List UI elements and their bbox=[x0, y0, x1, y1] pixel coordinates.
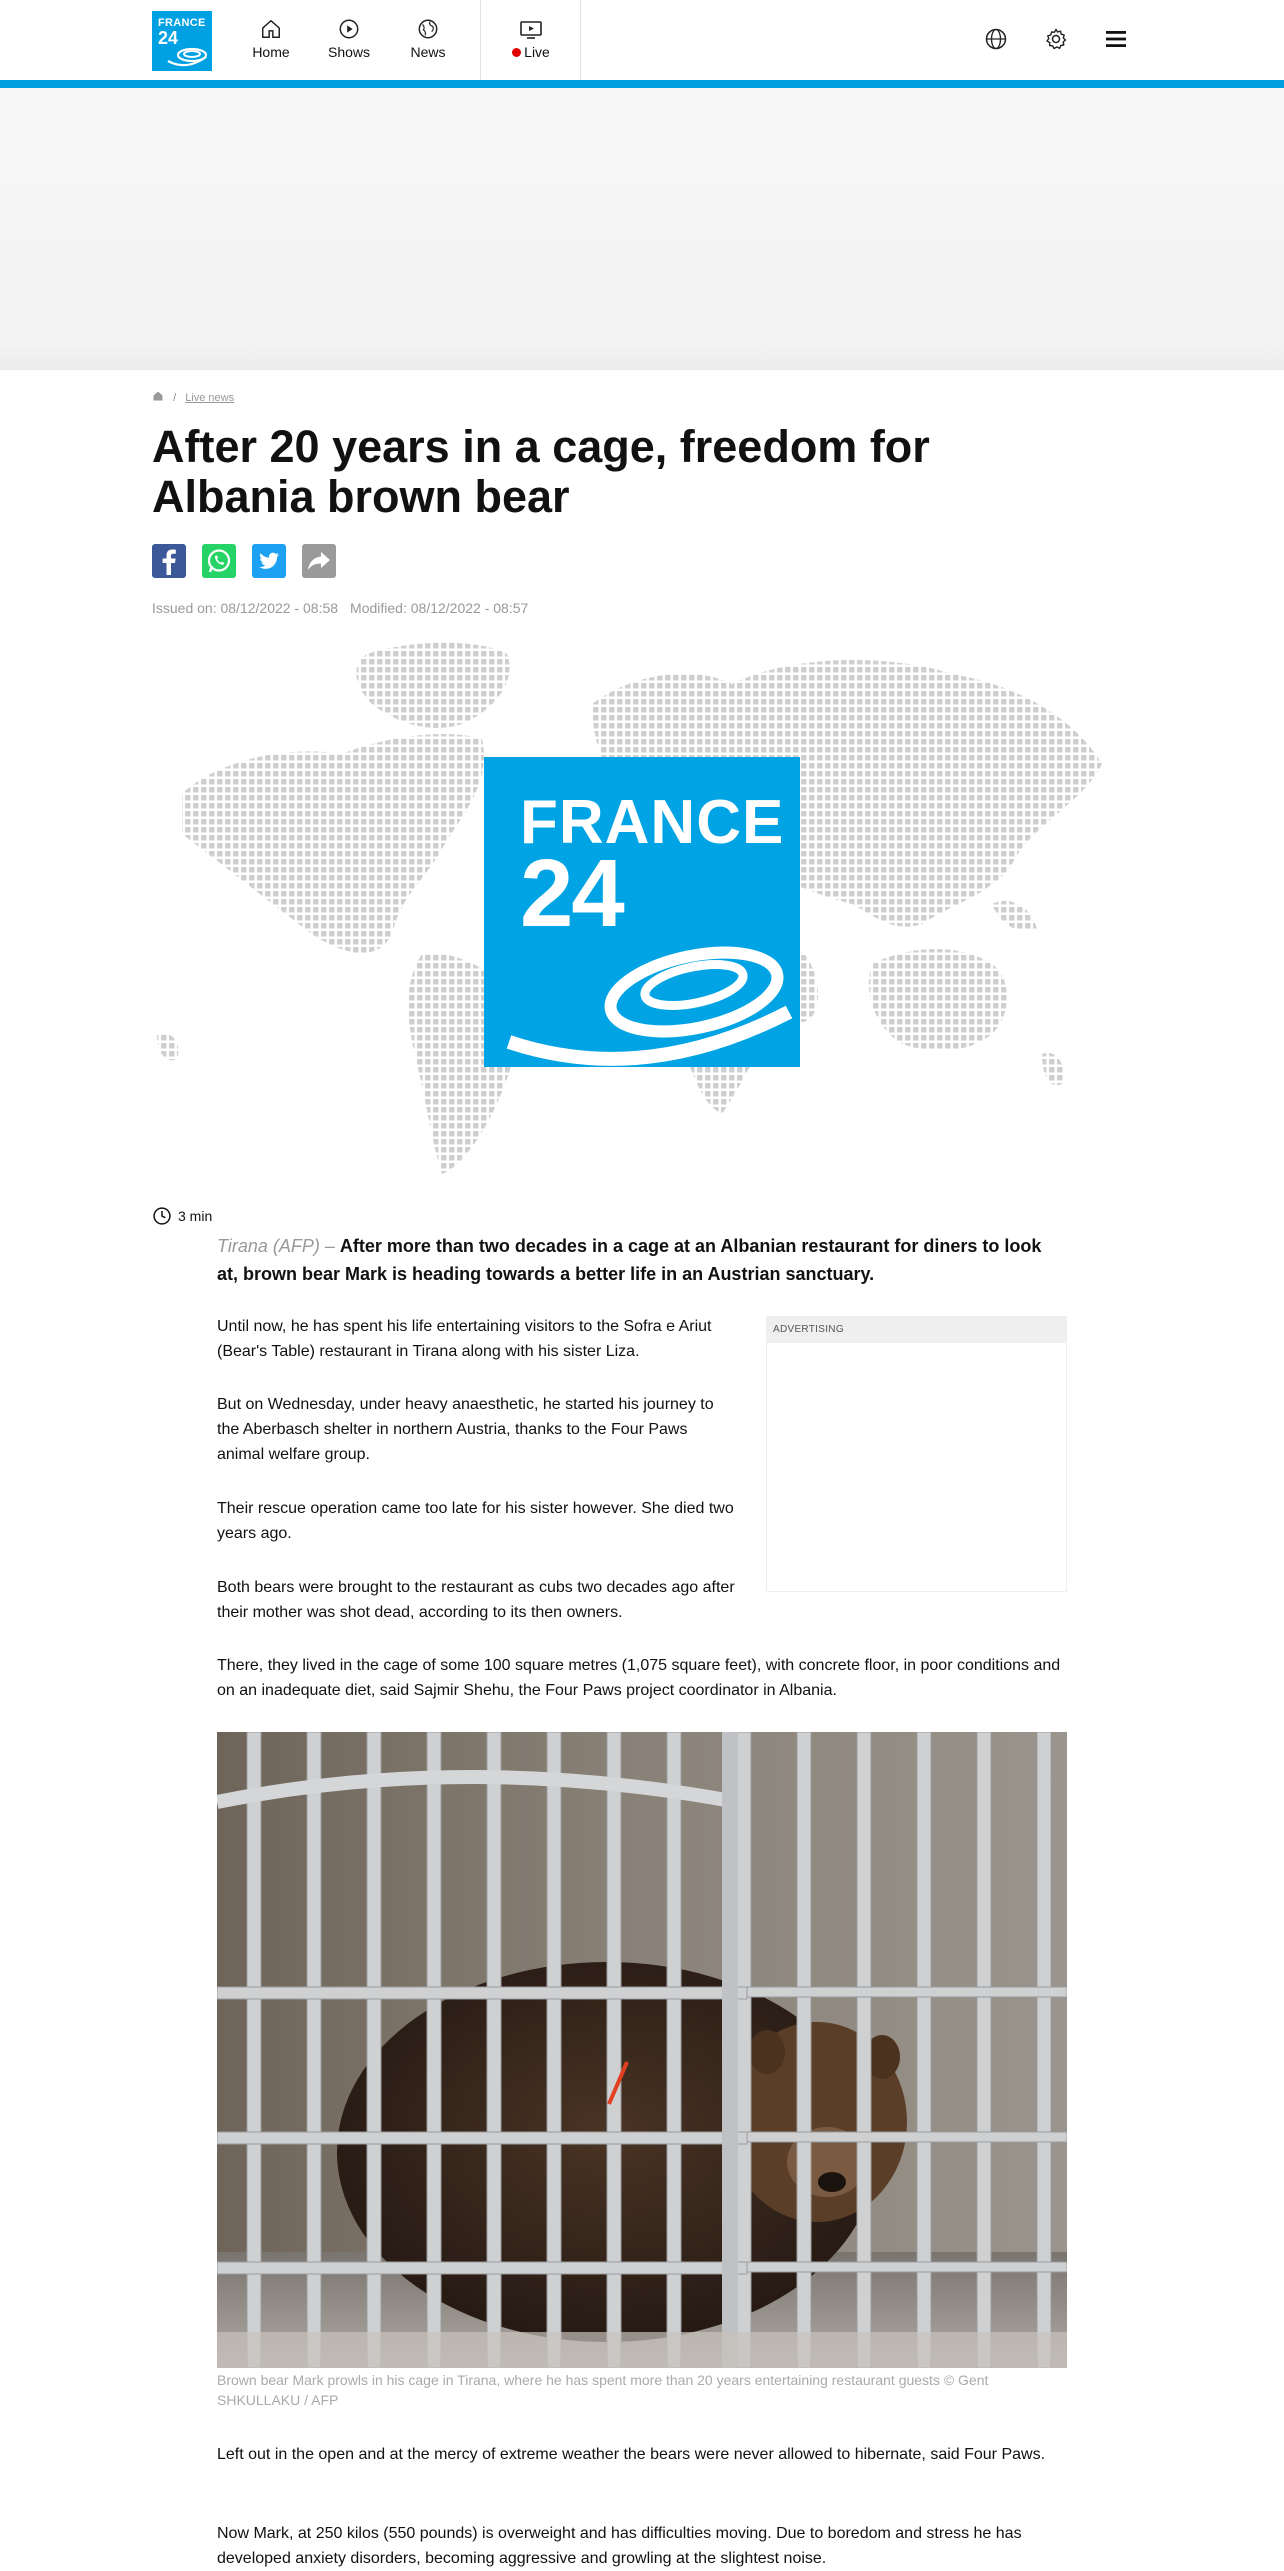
nav-home[interactable] bbox=[236, 18, 306, 60]
share-facebook-button[interactable] bbox=[152, 544, 186, 578]
home-icon bbox=[260, 18, 282, 40]
nav-news[interactable] bbox=[393, 18, 463, 60]
globe-icon bbox=[417, 18, 439, 40]
nav-shows[interactable] bbox=[314, 18, 384, 60]
nav-news-label: News bbox=[410, 44, 446, 60]
hero-logo-text-line2: 24 bbox=[520, 840, 623, 947]
article-dates bbox=[152, 600, 528, 616]
share-whatsapp-button[interactable] bbox=[202, 544, 236, 578]
article-paragraph: There, they lived in the cage of some 100 square metres (1,075 square feet), with concrete floor, in poor conditions and on an inadequate diet, said Sajmir Shehu, the Four Paws project coordinator in Albania. bbox=[217, 1657, 1061, 1699]
logo-text-line1: FRANCE bbox=[158, 17, 206, 29]
share-more-button[interactable] bbox=[302, 544, 336, 578]
nav-home-label: Home bbox=[252, 44, 290, 60]
hero-logo-text-line1: FRANCE bbox=[520, 788, 785, 857]
play-icon bbox=[338, 18, 360, 40]
nav-shows-label: Shows bbox=[327, 44, 371, 60]
read-time bbox=[152, 1206, 212, 1226]
whatsapp-icon bbox=[202, 544, 236, 578]
logo-text-line2: 24 bbox=[158, 28, 179, 48]
nav-live-label: Live bbox=[524, 44, 550, 60]
site-header bbox=[0, 0, 1284, 80]
share-arrow-icon bbox=[302, 544, 336, 578]
photo-caption: Brown bear Mark prowls in his cage in Tirana, where he has spent more than 20 years entertaining restaurant guests © Gent SHKULLAKU / AFP bbox=[217, 2372, 989, 2408]
nav-live[interactable] bbox=[496, 18, 566, 60]
modified-date: Modified: 08/12/2022 - 08:57 bbox=[350, 600, 529, 616]
breadcrumb-separator: / bbox=[173, 392, 177, 404]
facebook-icon bbox=[152, 544, 186, 578]
issued-date: Issued on: 08/12/2022 - 08:58 bbox=[152, 600, 339, 616]
breadcrumb-home-icon[interactable] bbox=[152, 390, 164, 402]
article-photo-bear-cage bbox=[217, 1732, 1067, 2368]
article-paragraph: Their rescue operation came too late for his sister however. She died two years ago. bbox=[217, 1500, 734, 1542]
nav-divider-left bbox=[480, 0, 481, 80]
live-indicator bbox=[512, 48, 521, 57]
hero-logo-rings bbox=[504, 917, 794, 1067]
menu-hamburger-icon[interactable] bbox=[1104, 27, 1128, 51]
article-title: After 20 years in a cage, freedom for Albania brown bear bbox=[152, 421, 930, 522]
settings-gear-icon[interactable] bbox=[1044, 27, 1068, 51]
france24-logo[interactable] bbox=[152, 11, 212, 71]
breadcrumb-live-news[interactable]: Live news bbox=[185, 392, 235, 404]
read-time-label: 3 min bbox=[178, 1208, 213, 1224]
breadcrumb bbox=[152, 390, 234, 404]
article-paragraph: Now Mark, at 250 kilos (550 pounds) is overweight and has difficulties moving. Due to boredom and stress he has developed anxiety disorders, becoming aggressive and growling at the slightest noise. bbox=[217, 2525, 1022, 2567]
live-tv-icon bbox=[519, 18, 543, 40]
inline-advertisement bbox=[766, 1316, 1067, 1592]
lead-source: Tirana (AFP) bbox=[217, 1236, 320, 1256]
header-accent-bar bbox=[0, 80, 1284, 88]
article-paragraph: Until now, he has spent his life entertaining visitors to the Sofra e Ariut (Bear's Table) restaurant in Tirana along with his sister Liza. bbox=[217, 1318, 712, 1360]
advertising-label: ADVERTISING bbox=[767, 1317, 1066, 1343]
twitter-icon bbox=[252, 544, 286, 578]
top-advertisement-slot bbox=[0, 88, 1284, 370]
article-paragraph: Left out in the open and at the mercy of extreme weather the bears were never allowed to hibernate, said Four Paws. bbox=[217, 2446, 1046, 2463]
language-globe-icon[interactable] bbox=[984, 27, 1008, 51]
nav-divider-right bbox=[580, 0, 581, 80]
article-paragraph: But on Wednesday, under heavy anaesthetic, he started his journey to the Aberbasch shelter in northern Austria, thanks to the Four Paws animal welfare group. bbox=[217, 1396, 714, 1463]
article-paragraph: Both bears were brought to the restaurant as cubs two decades ago after their mother was shot dead, according to its then owners. bbox=[217, 1579, 735, 1621]
clock-icon bbox=[152, 1206, 172, 1226]
article-lead bbox=[217, 1232, 1067, 1288]
hero-france24-logo bbox=[484, 757, 800, 1067]
share-twitter-button[interactable] bbox=[252, 544, 286, 578]
lead-dash: – bbox=[324, 1236, 335, 1256]
lead-text: After more than two decades in a cage at an Albanian restaurant for diners to look at, brown bear Mark is heading towards a better life in an Austrian sanctuary. bbox=[217, 1236, 1042, 1284]
